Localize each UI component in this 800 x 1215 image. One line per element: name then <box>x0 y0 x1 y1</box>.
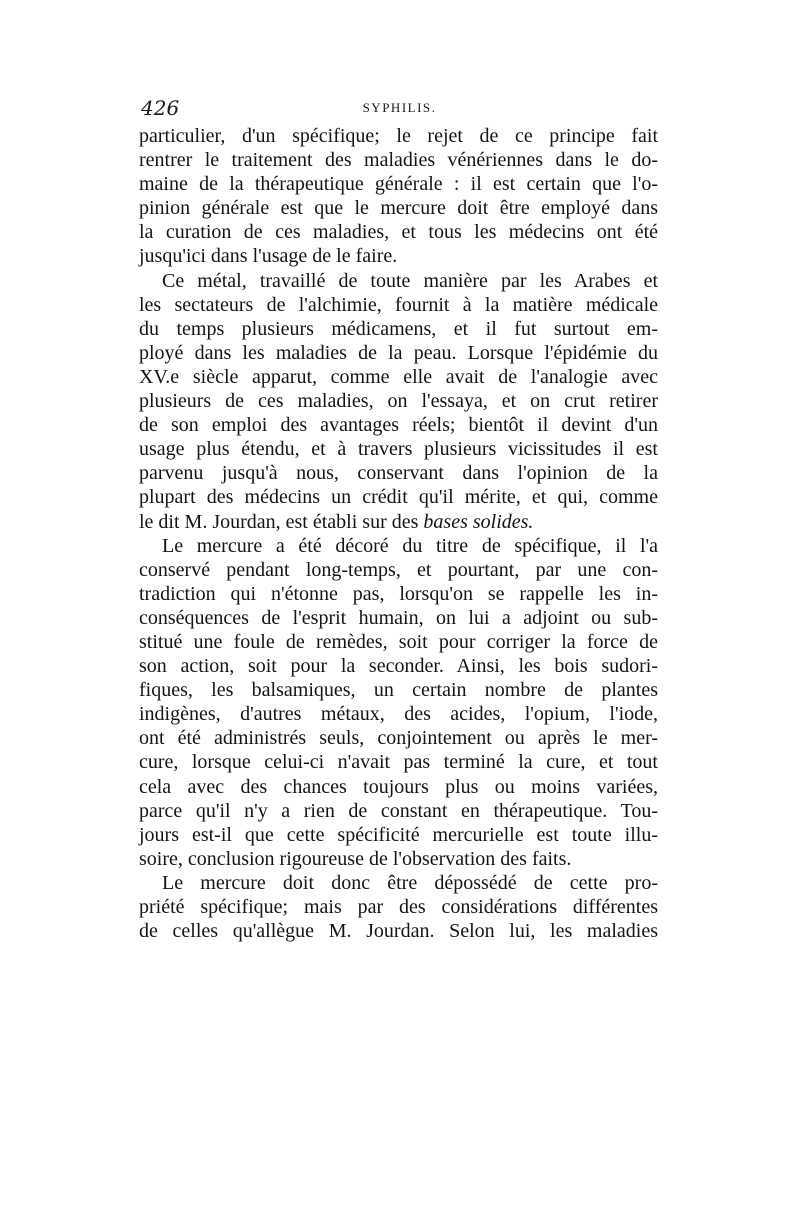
body-text <box>139 124 658 943</box>
text-line: jours est-il que cette spécificité mercurielle est toute illu- <box>139 823 658 846</box>
text-line-start: le dit M. Jourdan, est établi sur des <box>139 510 419 533</box>
text-line: Le mercure doit donc être dépossédé de cette pro- <box>162 871 658 894</box>
text-line: tradiction qui n'étonne pas, lorsqu'on se rappelle les in- <box>139 582 658 605</box>
text-line: XV.e siècle apparut, comme elle avait de l'analogie avec <box>139 365 658 388</box>
text-line: Ce métal, travaillé de toute manière par les Arabes et <box>162 269 658 292</box>
text-line: de son emploi des avantages réels; bientôt il devint d'un <box>139 414 658 437</box>
text-line: fiques, les balsamiques, un certain nombre de plantes <box>139 679 658 702</box>
text-line <box>139 510 658 534</box>
text-line: les sectateurs de l'alchimie, fournit à la matière médicale <box>139 293 658 316</box>
text-line: conséquences de l'esprit humain, on lui a adjoint ou sub- <box>139 606 658 629</box>
text-line: ont été administrés seuls, conjointement ou après le mer- <box>139 727 658 750</box>
text-line: jusqu'ici dans l'usage de le faire. <box>139 245 398 268</box>
text-line: priété spécifique; mais par des considérations différentes <box>139 896 658 918</box>
text-line: Le mercure a été décoré du titre de spécifique, il l'a <box>162 534 658 557</box>
text-line: plupart des médecins un crédit qu'il mérite, et qui, comme <box>139 486 658 509</box>
running-head <box>141 96 658 120</box>
text-line: parvenu jusqu'à nous, conservant dans l'opinion de la <box>139 462 658 485</box>
text-line: cure, lorsque celui-ci n'avait pas terminé la cure, et tout <box>139 751 658 774</box>
text-line: plusieurs de ces maladies, on l'essaya, et on crut retirer <box>139 390 658 413</box>
text-line: cela avec des chances toujours plus ou moins variées, <box>139 775 658 798</box>
text-line: rentrer le traitement des maladies vénériennes dans le do- <box>139 149 658 172</box>
text-line: conservé pendant long-temps, et pourtant, par une con- <box>139 558 658 581</box>
text-line: indigènes, d'autres métaux, des acides, l'opium, l'iode, <box>139 703 658 726</box>
text-line: maine de la thérapeutique générale : il est certain que l'o- <box>139 173 658 196</box>
text-line: pinion générale est que le mercure doit être employé dans <box>139 197 658 220</box>
text-line: particulier, d'un spécifique; le rejet de ce principe fait <box>139 125 658 147</box>
text-line: soire, conclusion rigoureuse de l'observation des faits. <box>139 847 572 870</box>
text-line: la curation de ces maladies, et tous les médecins ont été <box>139 221 658 244</box>
text-line: ployé dans les maladies de la peau. Lorsque l'épidémie du <box>139 341 658 364</box>
text-line: de celles qu'allègue M. Jourdan. Selon lui, les maladies <box>139 920 658 943</box>
italic-phrase: bases solides. <box>423 510 534 533</box>
text-line: usage plus étendu, et à travers plusieurs vicissitudes il est <box>139 438 658 461</box>
text-line: son action, soit pour la seconder. Ainsi, les bois sudori- <box>139 655 658 678</box>
running-title: SYPHILIS. <box>362 100 437 115</box>
page-number: 426 <box>141 96 180 120</box>
text-line: stitué une foule de remèdes, soit pour corriger la force de <box>139 630 658 653</box>
text-line: du temps plusieurs médicamens, et il fut surtout em- <box>139 317 658 340</box>
text-line: parce qu'il n'y a rien de constant en thérapeutique. Tou- <box>139 799 658 822</box>
